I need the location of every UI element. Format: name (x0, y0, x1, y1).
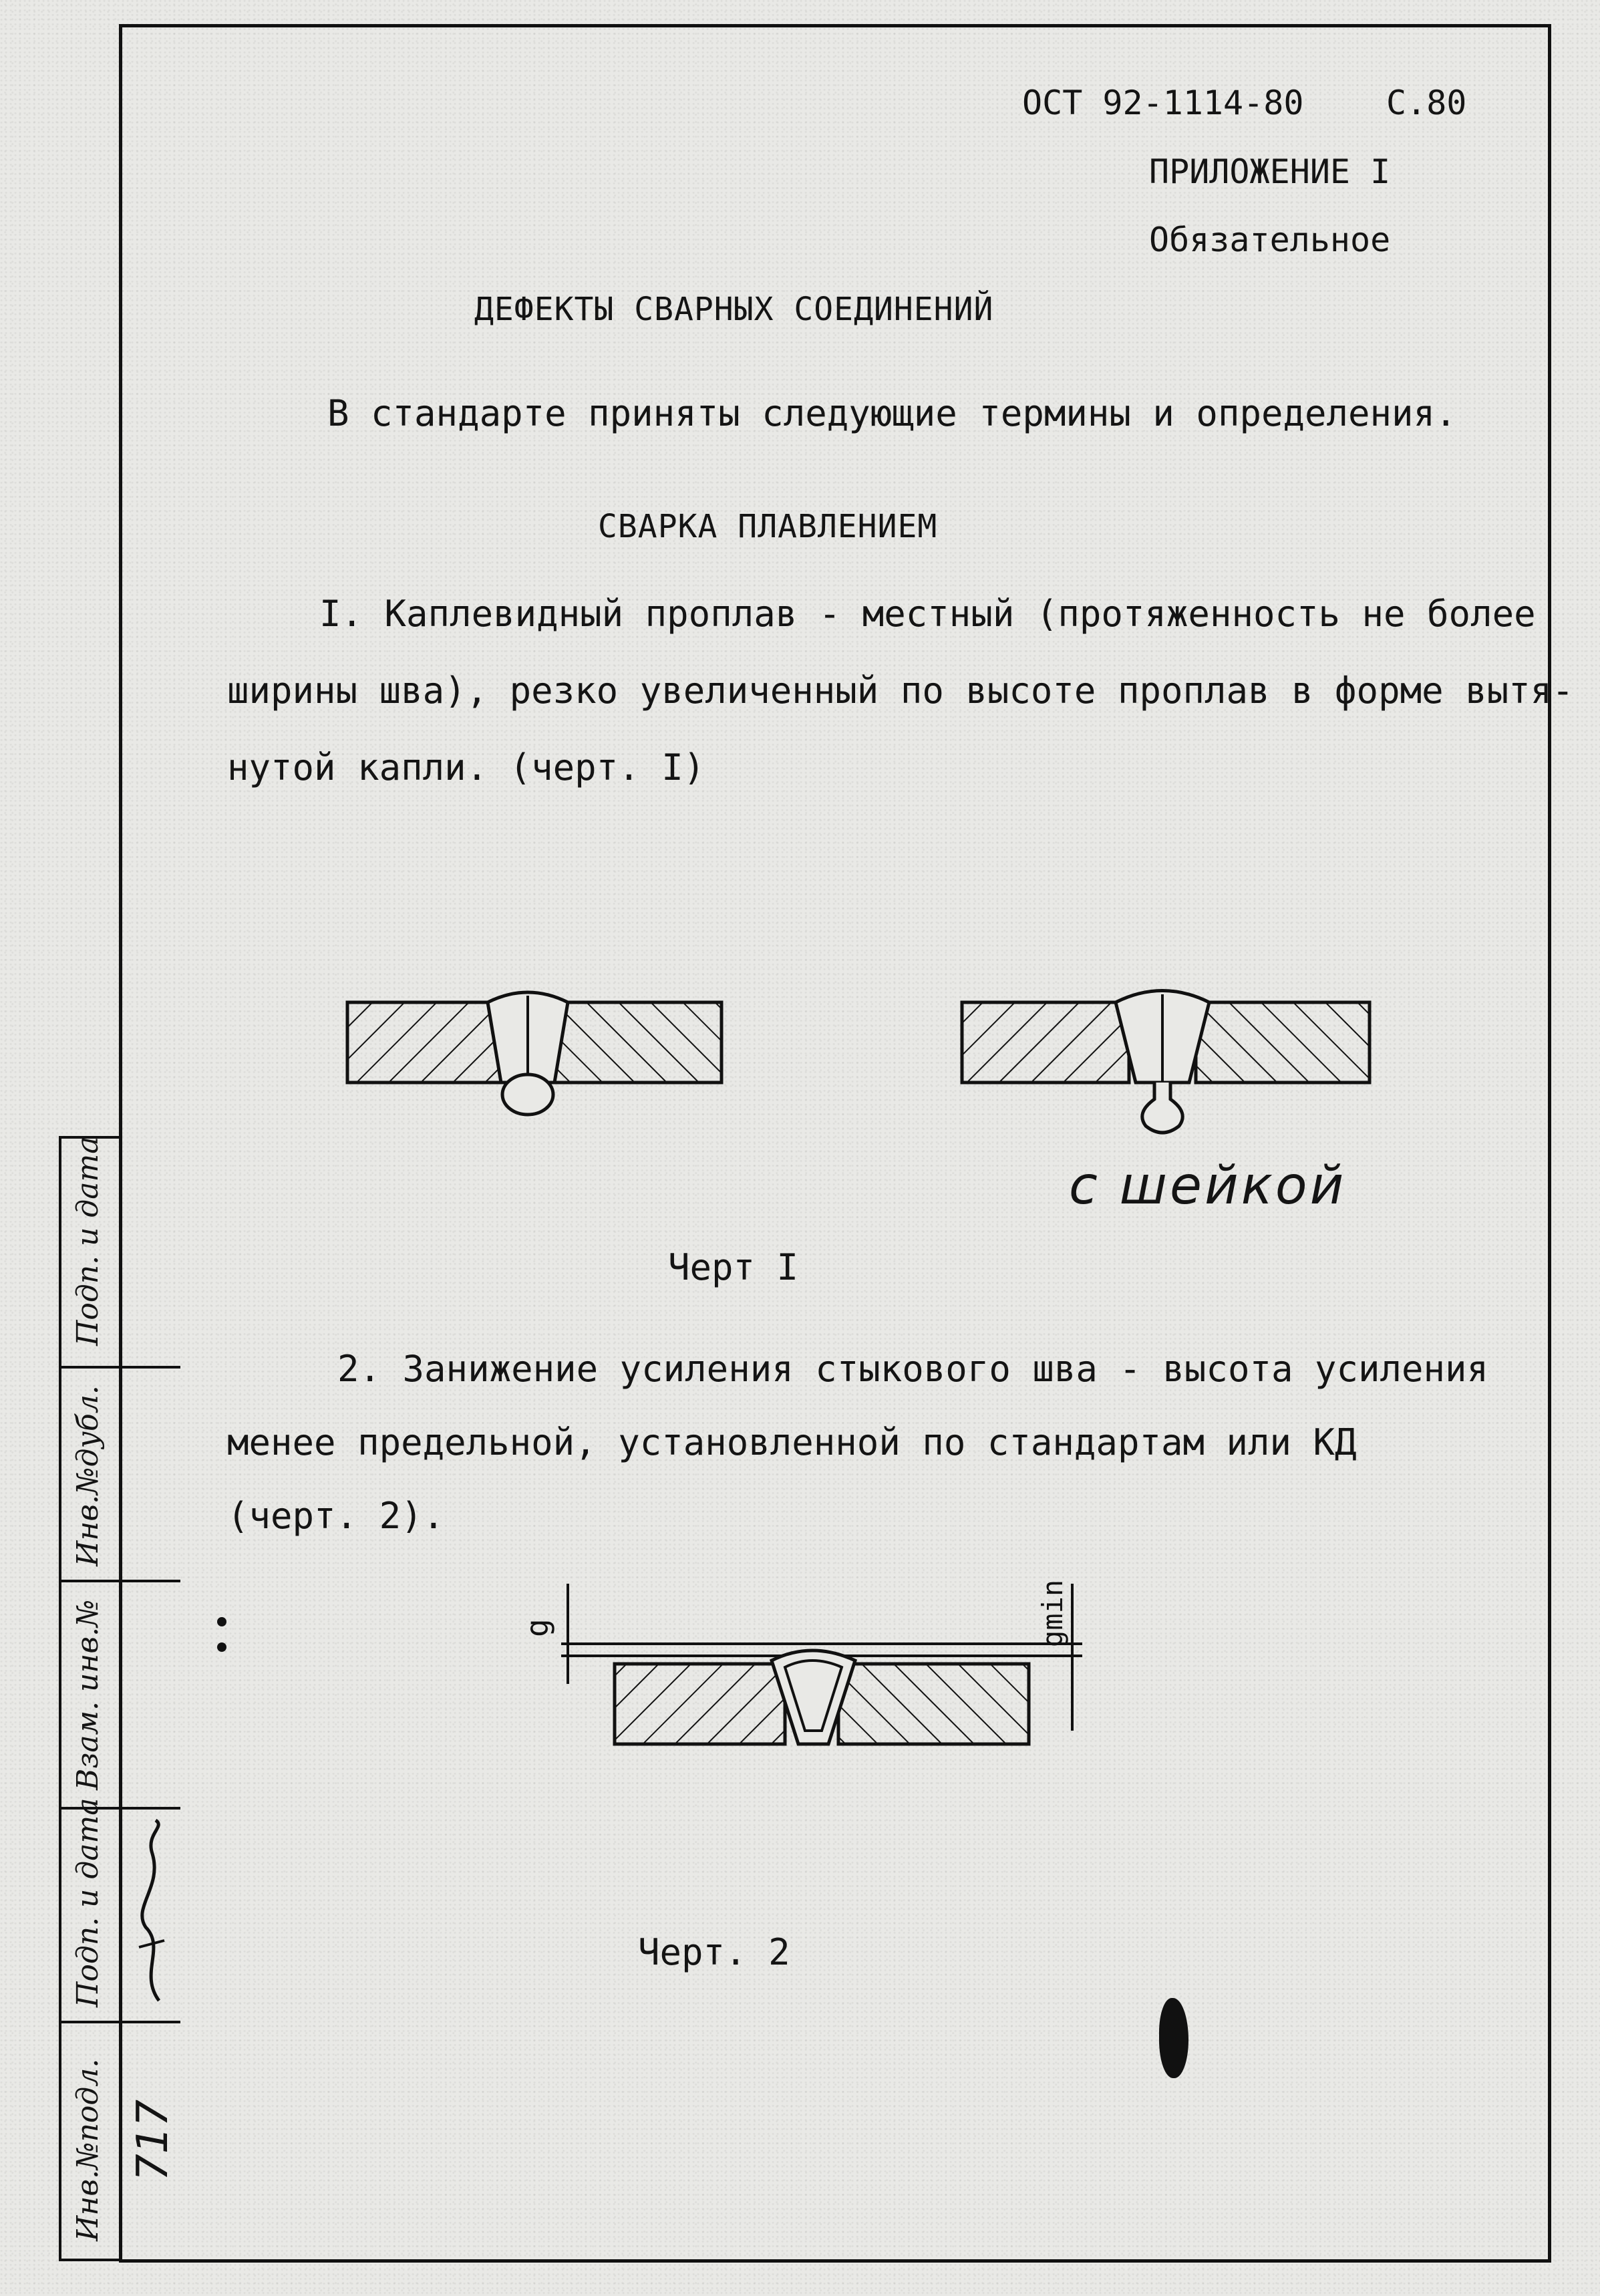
item1-line3: нутой капли. (черт. I) (227, 746, 705, 788)
handwritten-note: с шейкой (1069, 1156, 1347, 1216)
page-title: ДЕФЕКТЫ СВАРНЫХ СОЕДИНЕНИЙ (474, 291, 994, 328)
ink-dot (217, 1617, 226, 1626)
appendix-status: Обязательное (1149, 221, 1391, 259)
figure-2-drawing (519, 1530, 1109, 1771)
figure-1-caption: Черт I (668, 1246, 799, 1288)
stamp-inv-number: 717 (128, 2099, 178, 2181)
ink-blot (1159, 1998, 1188, 2078)
item2-line3: (черт. 2). (227, 1495, 445, 1537)
weld-specimen-1 (347, 992, 722, 1115)
label-gmin: gmin (1036, 1579, 1069, 1647)
item2-line1: 2. Занижение усиления стыкового шва - высота усиления (337, 1348, 1489, 1390)
intro-text: В стандарте приняты следующие термины и определения. (327, 392, 1457, 434)
figure-2-caption: Черт. 2 (638, 1931, 790, 1973)
stamp-signature (126, 1814, 176, 2014)
doc-number: ОСТ 92-1114-80 (1022, 84, 1304, 122)
weld-specimen-2 (962, 991, 1370, 1133)
label-g: g (519, 1618, 555, 1637)
ink-dot (217, 1642, 226, 1652)
section-heading: СВАРКА ПЛАВЛЕНИЕМ (598, 508, 938, 545)
stamp-label-replace-inv: Взам. инв.№ (71, 1599, 105, 1790)
appendix-label: ПРИЛОЖЕНИЕ I (1149, 152, 1391, 191)
stamp-vertical-divider (119, 1139, 122, 2259)
item2-line2: менее предельной, установленной по стандартам или КД (227, 1421, 1357, 1463)
stamp-label-sign-date-1: Подп. и дата (71, 1136, 105, 1346)
stamp-label-dup-inv: Инв.№дубл. (71, 1385, 105, 1566)
stamp-label-sign-date-2: Подп. и дата (71, 1798, 105, 2007)
side-stamp (59, 1136, 178, 2261)
item1-line2: ширины шва), резко увеличенный по высоте проплав в форме вытя- (227, 670, 1574, 712)
figure-1-drawing (334, 976, 1390, 1149)
stamp-label-orig-inv: Инв.№подл. (71, 2058, 105, 2241)
item1-line1: I. Каплевидный проплав - местный (протяженность не более (319, 593, 1536, 635)
page-number: С.80 (1386, 84, 1467, 122)
